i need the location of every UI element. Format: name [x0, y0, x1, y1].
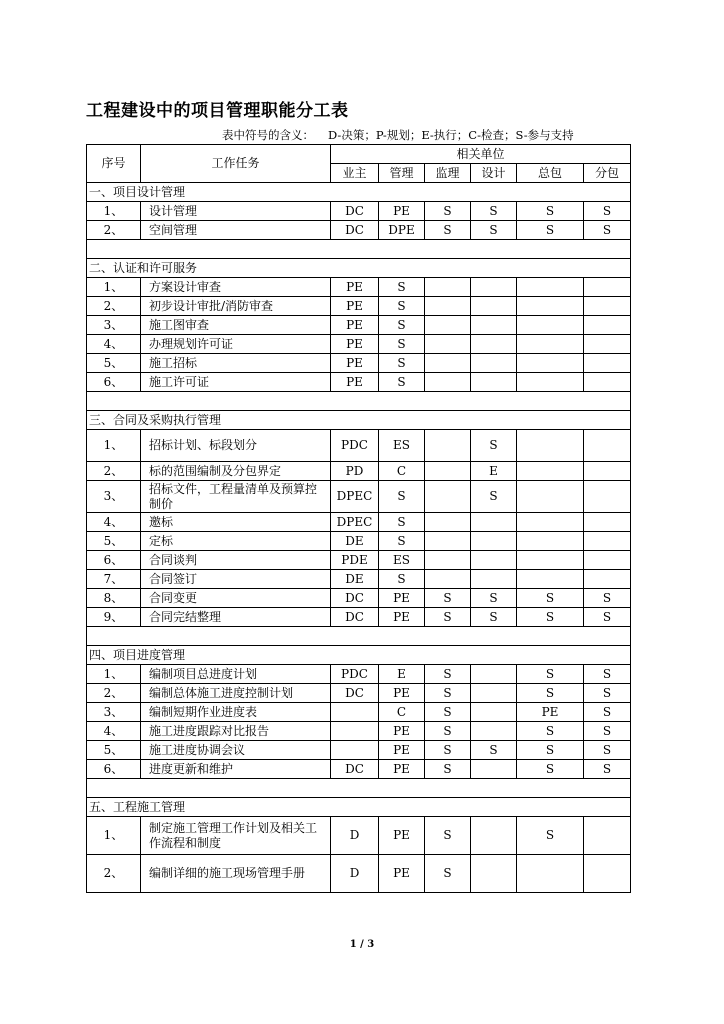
table-row [87, 855, 631, 893]
row-task: 施工进度协调会议 [141, 741, 331, 760]
section-heading: 四、项目进度管理 [87, 646, 631, 665]
role-cell [471, 665, 517, 684]
role-cell [471, 373, 517, 392]
table-row [87, 665, 631, 684]
row-seq: 6、 [87, 760, 141, 779]
role-cell: PDE [331, 551, 379, 570]
row-seq: 1、 [87, 430, 141, 462]
role-cell [471, 855, 517, 893]
spacer-row [87, 779, 631, 798]
role-cell: S [584, 665, 631, 684]
role-cell: S [379, 297, 425, 316]
role-cell: S [425, 202, 471, 221]
role-cell [425, 335, 471, 354]
row-task: 进度更新和维护 [141, 760, 331, 779]
row-task: 初步设计审批/消防审查 [141, 297, 331, 316]
role-cell [517, 297, 584, 316]
role-cell [425, 354, 471, 373]
role-cell: PD [331, 462, 379, 481]
role-cell: PDC [331, 430, 379, 462]
role-cell [425, 570, 471, 589]
header-col-general-contractor: 总包 [517, 164, 584, 183]
legend-text: D-决策；P-规划；E-执行；C-检查；S-参与支持 [328, 128, 574, 142]
row-task: 定标 [141, 532, 331, 551]
role-cell [517, 462, 584, 481]
row-task: 合同完结整理 [141, 608, 331, 627]
role-cell [584, 551, 631, 570]
role-cell [517, 532, 584, 551]
row-seq: 4、 [87, 335, 141, 354]
role-cell: PE [379, 202, 425, 221]
table-row [87, 703, 631, 722]
role-cell: DPEC [331, 481, 379, 513]
role-cell: ES [379, 551, 425, 570]
header-col-design: 设计 [471, 164, 517, 183]
spacer-cell [87, 779, 631, 798]
role-cell: PE [379, 608, 425, 627]
row-task: 施工许可证 [141, 373, 331, 392]
header-col-owner: 业主 [331, 164, 379, 183]
role-cell: S [517, 202, 584, 221]
role-cell: S [584, 703, 631, 722]
role-cell: ES [379, 430, 425, 462]
role-cell [425, 513, 471, 532]
role-cell: S [425, 703, 471, 722]
section-heading: 一、项目设计管理 [87, 183, 631, 202]
role-cell [471, 297, 517, 316]
role-cell: PE [379, 684, 425, 703]
role-cell: DC [331, 760, 379, 779]
role-cell: S [517, 722, 584, 741]
table-row [87, 430, 631, 462]
table-row [87, 817, 631, 855]
section-heading: 二、认证和许可服务 [87, 259, 631, 278]
table-row [87, 513, 631, 532]
legend-prefix: 表中符号的含义： [222, 128, 314, 142]
role-cell [471, 817, 517, 855]
row-task: 编制详细的施工现场管理手册 [141, 855, 331, 893]
role-cell [584, 297, 631, 316]
page-number: 1 / 3 [349, 939, 375, 950]
table-row [87, 354, 631, 373]
row-seq: 7、 [87, 570, 141, 589]
section-heading: 五、工程施工管理 [87, 798, 631, 817]
role-cell [584, 532, 631, 551]
row-task: 编制短期作业进度表 [141, 703, 331, 722]
role-cell: S [379, 532, 425, 551]
role-cell [425, 373, 471, 392]
role-cell [584, 513, 631, 532]
role-cell: PE [379, 741, 425, 760]
role-cell: S [471, 608, 517, 627]
role-cell [584, 855, 631, 893]
role-cell [584, 570, 631, 589]
role-cell [425, 462, 471, 481]
role-cell: S [471, 202, 517, 221]
row-seq: 1、 [87, 202, 141, 221]
role-cell [425, 481, 471, 513]
row-task: 合同签订 [141, 570, 331, 589]
role-cell: PE [331, 278, 379, 297]
role-cell [584, 373, 631, 392]
role-cell [517, 551, 584, 570]
row-task: 设计管理 [141, 202, 331, 221]
table-row [87, 335, 631, 354]
role-cell: E [379, 665, 425, 684]
role-cell: C [379, 703, 425, 722]
table-row [87, 760, 631, 779]
row-seq: 5、 [87, 532, 141, 551]
row-seq: 8、 [87, 589, 141, 608]
role-cell: S [379, 354, 425, 373]
role-cell: S [517, 608, 584, 627]
section-heading: 三、合同及采购执行管理 [87, 411, 631, 430]
role-cell: S [584, 202, 631, 221]
row-seq: 1、 [87, 817, 141, 855]
role-cell [584, 316, 631, 335]
role-cell: PE [331, 335, 379, 354]
role-cell [517, 354, 584, 373]
role-cell: S [425, 221, 471, 240]
document-title: 工程建设中的项目管理职能分工表 [86, 101, 349, 121]
role-cell [517, 373, 584, 392]
table-row [87, 608, 631, 627]
row-seq: 4、 [87, 513, 141, 532]
role-cell: DPEC [331, 513, 379, 532]
role-cell [517, 855, 584, 893]
role-cell [331, 703, 379, 722]
row-seq: 1、 [87, 278, 141, 297]
row-seq: 2、 [87, 684, 141, 703]
row-seq: 2、 [87, 297, 141, 316]
role-cell: S [379, 481, 425, 513]
role-cell: DE [331, 532, 379, 551]
table-row [87, 373, 631, 392]
role-cell: DC [331, 221, 379, 240]
table-row [87, 481, 631, 513]
header-col-management: 管理 [379, 164, 425, 183]
role-cell: S [584, 589, 631, 608]
role-cell: S [425, 741, 471, 760]
row-task: 空间管理 [141, 221, 331, 240]
role-cell [471, 551, 517, 570]
role-cell: S [584, 741, 631, 760]
role-cell [331, 722, 379, 741]
role-cell: S [517, 221, 584, 240]
role-cell: S [517, 684, 584, 703]
role-cell: PE [331, 354, 379, 373]
role-cell [471, 278, 517, 297]
role-cell: PE [379, 855, 425, 893]
table-row [87, 684, 631, 703]
table-row [87, 202, 631, 221]
role-cell: D [331, 817, 379, 855]
role-cell [471, 532, 517, 551]
role-cell [425, 278, 471, 297]
role-cell: S [379, 513, 425, 532]
role-cell [471, 513, 517, 532]
spacer-row [87, 627, 631, 646]
role-cell: S [584, 221, 631, 240]
role-cell: S [425, 608, 471, 627]
table-row [87, 741, 631, 760]
responsibility-table [86, 144, 631, 893]
role-cell: S [471, 430, 517, 462]
role-cell: S [425, 855, 471, 893]
row-task: 合同变更 [141, 589, 331, 608]
row-task: 办理规划许可证 [141, 335, 331, 354]
row-task: 招标文件，工程量清单及预算控制价 [141, 481, 331, 513]
role-cell: S [425, 589, 471, 608]
role-cell [471, 335, 517, 354]
role-cell [517, 513, 584, 532]
role-cell: DC [331, 202, 379, 221]
role-cell: S [584, 722, 631, 741]
role-cell: C [379, 462, 425, 481]
role-cell: S [379, 335, 425, 354]
role-cell: PE [517, 703, 584, 722]
row-seq: 6、 [87, 373, 141, 392]
row-task: 施工进度跟踪对比报告 [141, 722, 331, 741]
header-seq: 序号 [87, 145, 141, 183]
role-cell [584, 462, 631, 481]
row-task: 施工图审查 [141, 316, 331, 335]
role-cell [425, 316, 471, 335]
role-cell: PE [379, 589, 425, 608]
role-cell: PE [331, 297, 379, 316]
role-cell: S [425, 665, 471, 684]
row-task: 编制项目总进度计划 [141, 665, 331, 684]
row-task: 标的范围编制及分包界定 [141, 462, 331, 481]
role-cell: S [584, 608, 631, 627]
row-seq: 3、 [87, 703, 141, 722]
role-cell [517, 430, 584, 462]
table-row [87, 551, 631, 570]
role-cell [517, 278, 584, 297]
role-cell: S [517, 589, 584, 608]
role-cell: DE [331, 570, 379, 589]
row-seq: 6、 [87, 551, 141, 570]
role-cell [331, 741, 379, 760]
row-seq: 3、 [87, 481, 141, 513]
role-cell: S [425, 760, 471, 779]
spacer-row [87, 240, 631, 259]
role-cell [584, 430, 631, 462]
row-task: 制定施工管理工作计划及相关工作流程和制度 [141, 817, 331, 855]
role-cell [517, 335, 584, 354]
row-seq: 3、 [87, 316, 141, 335]
role-cell: S [517, 665, 584, 684]
role-cell [584, 278, 631, 297]
role-cell: S [425, 817, 471, 855]
role-cell: S [471, 741, 517, 760]
header-col-subcontractor: 分包 [584, 164, 631, 183]
row-seq: 2、 [87, 855, 141, 893]
role-cell [471, 722, 517, 741]
role-cell [517, 570, 584, 589]
row-task: 邀标 [141, 513, 331, 532]
header-col-supervision: 监理 [425, 164, 471, 183]
row-seq: 2、 [87, 221, 141, 240]
role-cell [425, 551, 471, 570]
role-cell [471, 354, 517, 373]
role-cell: S [425, 684, 471, 703]
role-cell: S [471, 221, 517, 240]
role-cell: PDC [331, 665, 379, 684]
role-cell: S [379, 373, 425, 392]
role-cell [471, 684, 517, 703]
role-cell [584, 335, 631, 354]
role-cell: D [331, 855, 379, 893]
table-row [87, 297, 631, 316]
role-cell: S [584, 760, 631, 779]
role-cell: PE [379, 722, 425, 741]
table-row [87, 589, 631, 608]
spacer-cell [87, 392, 631, 411]
row-seq: 5、 [87, 741, 141, 760]
role-cell [584, 817, 631, 855]
role-cell: S [517, 817, 584, 855]
row-seq: 4、 [87, 722, 141, 741]
role-cell [425, 430, 471, 462]
spacer-cell [87, 240, 631, 259]
role-cell [471, 703, 517, 722]
role-cell: S [379, 570, 425, 589]
table-row [87, 570, 631, 589]
row-seq: 5、 [87, 354, 141, 373]
row-task: 方案设计审查 [141, 278, 331, 297]
role-cell: S [471, 481, 517, 513]
role-cell: S [425, 722, 471, 741]
role-cell [471, 570, 517, 589]
role-cell: PE [379, 817, 425, 855]
role-cell: S [517, 760, 584, 779]
header-task: 工作任务 [141, 145, 331, 183]
role-cell: DC [331, 608, 379, 627]
row-task: 合同谈判 [141, 551, 331, 570]
role-cell: S [379, 278, 425, 297]
role-cell [517, 316, 584, 335]
role-cell [584, 354, 631, 373]
role-cell: S [517, 741, 584, 760]
table-row [87, 532, 631, 551]
header-units: 相关单位 [331, 145, 631, 164]
role-cell [471, 316, 517, 335]
role-cell: DPE [379, 221, 425, 240]
spacer-cell [87, 627, 631, 646]
row-task: 招标计划、标段划分 [141, 430, 331, 462]
role-cell: DC [331, 589, 379, 608]
role-cell: PE [379, 760, 425, 779]
row-task: 编制总体施工进度控制计划 [141, 684, 331, 703]
row-task: 施工招标 [141, 354, 331, 373]
role-cell: PE [331, 373, 379, 392]
row-seq: 9、 [87, 608, 141, 627]
table-row [87, 722, 631, 741]
role-cell: DC [331, 684, 379, 703]
role-cell [517, 481, 584, 513]
table-row [87, 221, 631, 240]
role-cell: S [471, 589, 517, 608]
symbol-legend [222, 127, 574, 143]
role-cell: PE [331, 316, 379, 335]
role-cell [471, 760, 517, 779]
role-cell: S [584, 684, 631, 703]
role-cell: S [379, 316, 425, 335]
role-cell [425, 532, 471, 551]
row-seq: 1、 [87, 665, 141, 684]
row-seq: 2、 [87, 462, 141, 481]
spacer-row [87, 392, 631, 411]
table-row [87, 462, 631, 481]
table-row [87, 278, 631, 297]
role-cell [425, 297, 471, 316]
table-row [87, 316, 631, 335]
role-cell: E [471, 462, 517, 481]
role-cell [584, 481, 631, 513]
